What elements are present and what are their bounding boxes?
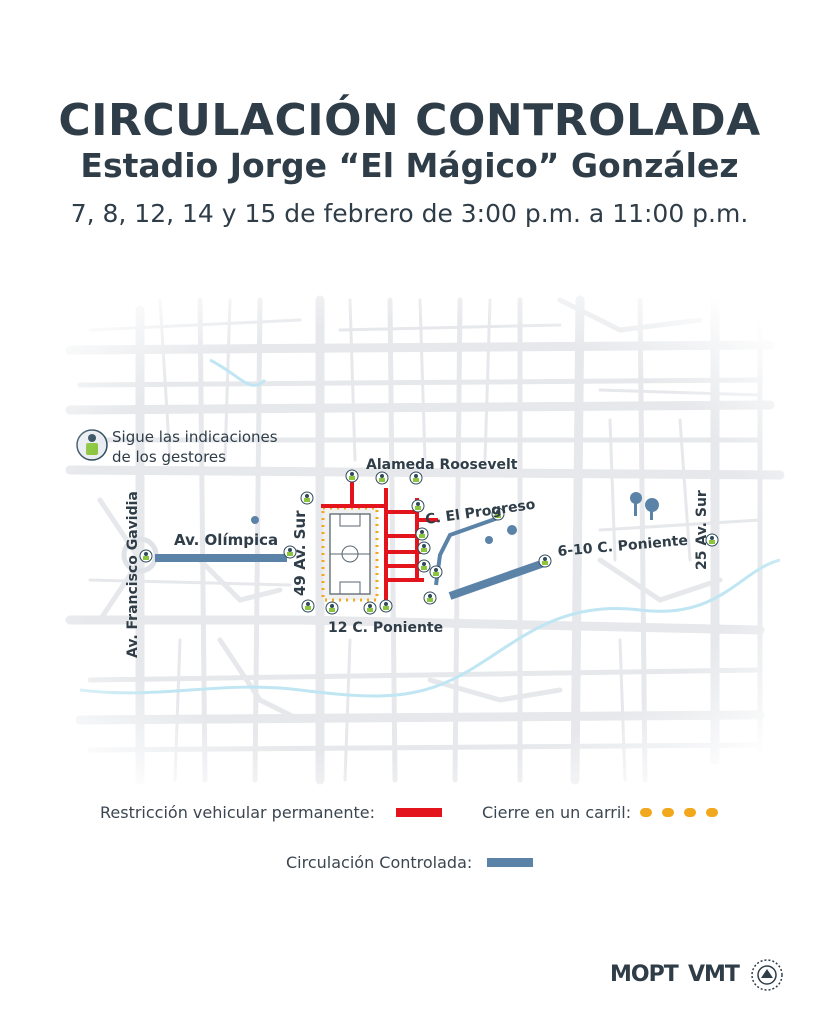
el-salvador-seal-icon (750, 958, 784, 992)
vmt-logo: VMT (688, 962, 739, 987)
legend-lane-swatch (638, 808, 724, 817)
page-subtitle: Estadio Jorge “El Mágico” González (80, 146, 739, 185)
legend-controlled-swatch (487, 858, 533, 867)
mopt-logo: MOPT (610, 962, 678, 987)
event-dates: 7, 8, 12, 14 y 15 de febrero de 3:00 p.m. a 11:00 p.m. (70, 199, 749, 228)
legend-restriction-label: Restricción vehicular permanente: (100, 803, 375, 822)
legend-lane-label: Cierre en un carril: (482, 803, 632, 822)
legend-controlled-label: Circulación Controlada: (286, 853, 473, 872)
legend-restriction-swatch (396, 808, 442, 817)
page-title: CIRCULACIÓN CONTROLADA (58, 95, 761, 146)
route-map (0, 280, 819, 800)
